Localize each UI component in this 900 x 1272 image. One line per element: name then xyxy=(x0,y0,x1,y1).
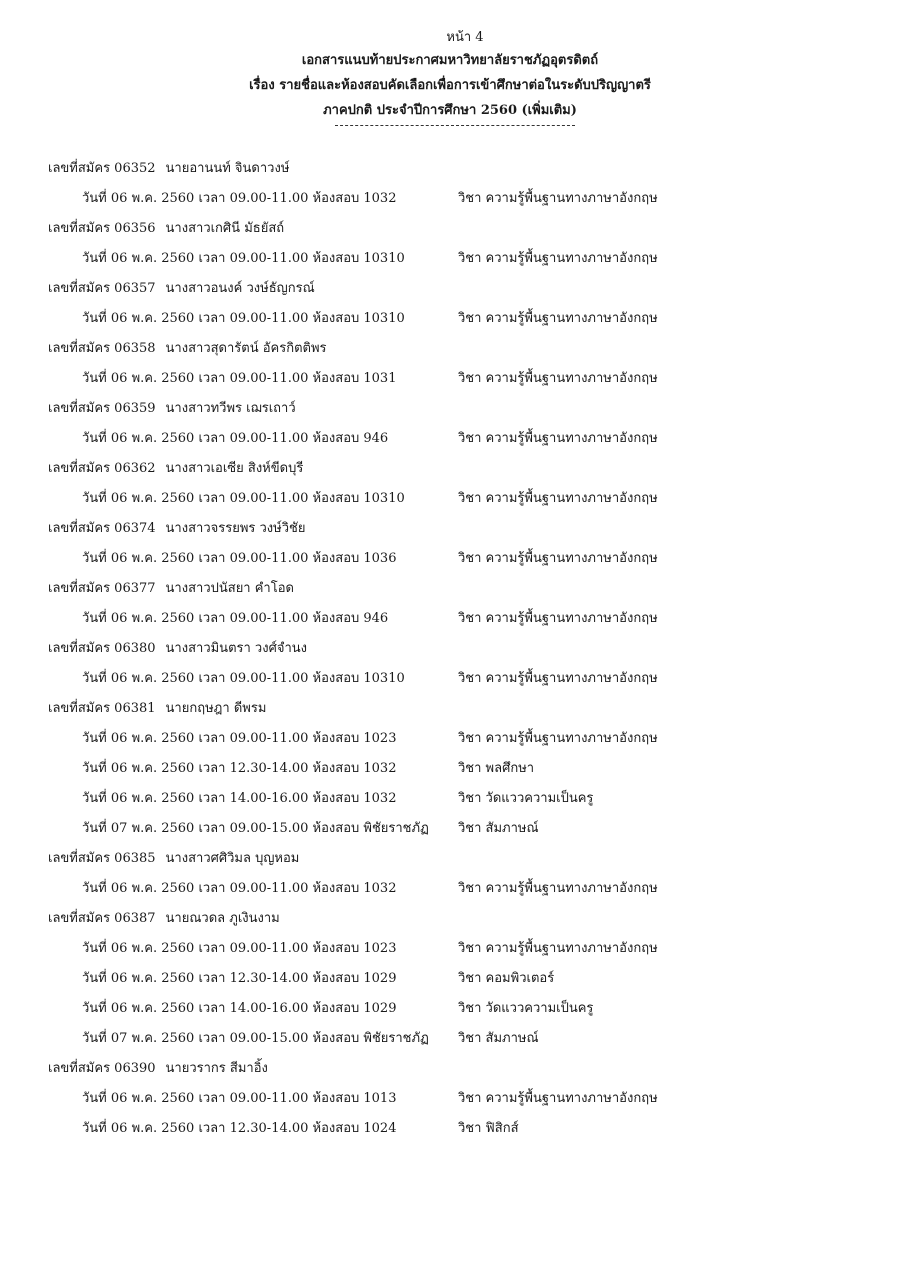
exam-subject: วิชา ความรู้พื้นฐานทางภาษาอังกฤษ xyxy=(458,671,658,686)
applicant-id: เลขที่สมัคร 06381 xyxy=(48,701,156,716)
exam-schedule: วันที่ 06 พ.ค. 2560 เวลา 12.30-14.00 ห้องสอบ 1029 xyxy=(82,971,397,986)
exam-schedule: วันที่ 06 พ.ค. 2560 เวลา 09.00-11.00 ห้องสอบ 10310 xyxy=(82,251,405,266)
exam-subject: วิชา ความรู้พื้นฐานทางภาษาอังกฤษ xyxy=(458,881,658,896)
exam-schedule: วันที่ 06 พ.ค. 2560 เวลา 12.30-14.00 ห้องสอบ 1024 xyxy=(82,1121,397,1136)
exam-schedule: วันที่ 06 พ.ค. 2560 เวลา 09.00-11.00 ห้องสอบ 1031 xyxy=(82,371,397,386)
applicant-id: เลขที่สมัคร 06352 xyxy=(48,161,156,176)
applicant-name: นางสาวอนงค์ วงษ์ธัญกรณ์ xyxy=(165,281,315,296)
exam-schedule: วันที่ 06 พ.ค. 2560 เวลา 09.00-11.00 ห้องสอบ 10310 xyxy=(82,671,405,686)
exam-subject: วิชา ความรู้พื้นฐานทางภาษาอังกฤษ xyxy=(458,191,658,206)
applicant-header xyxy=(48,574,868,604)
applicant-name: นายณวดล ภูเงินงาม xyxy=(165,911,280,926)
exam-row xyxy=(48,754,868,784)
header-divider xyxy=(335,125,575,126)
exam-schedule: วันที่ 06 พ.ค. 2560 เวลา 09.00-11.00 ห้องสอบ 1023 xyxy=(82,941,397,956)
exam-row xyxy=(48,604,868,634)
applicant-name: นางสาวเอเซีย สิงห์ขีดบุรี xyxy=(165,461,304,476)
applicant-header xyxy=(48,634,868,664)
exam-row xyxy=(48,724,868,754)
applicant-id: เลขที่สมัคร 06362 xyxy=(48,461,156,476)
applicant-id: เลขที่สมัคร 06358 xyxy=(48,341,156,356)
applicant-header xyxy=(48,514,868,544)
exam-schedule: วันที่ 06 พ.ค. 2560 เวลา 12.30-14.00 ห้องสอบ 1032 xyxy=(82,761,397,776)
exam-row xyxy=(48,994,868,1024)
exam-row xyxy=(48,244,868,274)
exam-row xyxy=(48,814,868,844)
applicant-header xyxy=(48,214,868,244)
exam-subject: วิชา ความรู้พื้นฐานทางภาษาอังกฤษ xyxy=(458,431,658,446)
applicant-header xyxy=(48,454,868,484)
header-line-3: ภาคปกติ ประจำปีการศึกษา 2560 (เพิ่มเติม) xyxy=(323,103,577,118)
applicant-name: นางสาวเกศินี มัธยัสถ์ xyxy=(165,221,285,236)
applicant-id: เลขที่สมัคร 06390 xyxy=(48,1061,156,1076)
applicant-name: นายอานนท์ จินดาวงษ์ xyxy=(165,161,290,176)
applicant-id: เลขที่สมัคร 06387 xyxy=(48,911,156,926)
applicant-name: นางสาวศศิวิมล บุญหอม xyxy=(165,851,300,866)
exam-schedule: วันที่ 06 พ.ค. 2560 เวลา 09.00-11.00 ห้องสอบ 10310 xyxy=(82,491,405,506)
exam-row xyxy=(48,664,868,694)
exam-subject: วิชา ความรู้พื้นฐานทางภาษาอังกฤษ xyxy=(458,611,658,626)
applicant-name: นางสาวปนัสยา คำโอด xyxy=(165,581,294,596)
exam-row xyxy=(48,424,868,454)
exam-row xyxy=(48,184,868,214)
exam-schedule: วันที่ 06 พ.ค. 2560 เวลา 09.00-11.00 ห้องสอบ 946 xyxy=(82,431,389,446)
exam-subject: วิชา ความรู้พื้นฐานทางภาษาอังกฤษ xyxy=(458,491,658,506)
exam-row xyxy=(48,964,868,994)
exam-schedule: วันที่ 06 พ.ค. 2560 เวลา 09.00-11.00 ห้องสอบ 1023 xyxy=(82,731,397,746)
applicant-id: เลขที่สมัคร 06359 xyxy=(48,401,156,416)
exam-schedule: วันที่ 06 พ.ค. 2560 เวลา 14.00-16.00 ห้องสอบ 1032 xyxy=(82,791,397,806)
exam-schedule: วันที่ 06 พ.ค. 2560 เวลา 09.00-11.00 ห้องสอบ 1036 xyxy=(82,551,397,566)
exam-row xyxy=(48,304,868,334)
exam-row xyxy=(48,1084,868,1114)
exam-row xyxy=(48,1024,868,1054)
exam-subject: วิชา ความรู้พื้นฐานทางภาษาอังกฤษ xyxy=(458,1091,658,1106)
applicant-name: นางสาวมินตรา วงศ์จำนง xyxy=(165,641,307,656)
page-number: หน้า 4 xyxy=(446,30,484,45)
exam-subject: วิชา ความรู้พื้นฐานทางภาษาอังกฤษ xyxy=(458,551,658,566)
applicant-id: เลขที่สมัคร 06380 xyxy=(48,641,156,656)
applicant-header xyxy=(48,274,868,304)
exam-row xyxy=(48,544,868,574)
exam-row xyxy=(48,364,868,394)
exam-schedule: วันที่ 06 พ.ค. 2560 เวลา 14.00-16.00 ห้องสอบ 1029 xyxy=(82,1001,397,1016)
applicant-id: เลขที่สมัคร 06385 xyxy=(48,851,156,866)
exam-subject: วิชา ความรู้พื้นฐานทางภาษาอังกฤษ xyxy=(458,371,658,386)
exam-row xyxy=(48,484,868,514)
exam-subject: วิชา คอมพิวเตอร์ xyxy=(458,971,555,986)
applicant-name: นางสาวสุดารัตน์ อัครกิตติพร xyxy=(165,341,327,356)
applicant-name: นางสาวจรรยพร วงษ์วิชัย xyxy=(165,521,306,536)
applicant-header xyxy=(48,904,868,934)
header-line-2: เรื่อง รายชื่อและห้องสอบคัดเลือกเพื่อการเข้าศึกษาต่อในระดับปริญญาตรี xyxy=(249,78,651,93)
exam-subject: วิชา สัมภาษณ์ xyxy=(458,1031,539,1046)
applicant-header xyxy=(48,394,868,424)
applicant-header xyxy=(48,154,868,184)
applicant-name: นายกฤษฎา ดีพรม xyxy=(165,701,267,716)
exam-subject: วิชา ความรู้พื้นฐานทางภาษาอังกฤษ xyxy=(458,941,658,956)
document-header xyxy=(0,28,900,126)
applicant-header xyxy=(48,844,868,874)
applicant-name: นายวรากร สีมาอิ้ง xyxy=(165,1061,268,1076)
applicant-name: นางสาวทวีพร เฌรเถาว์ xyxy=(165,401,296,416)
exam-schedule: วันที่ 06 พ.ค. 2560 เวลา 09.00-11.00 ห้องสอบ 946 xyxy=(82,611,389,626)
applicant-header xyxy=(48,694,868,724)
header-line-1: เอกสารแนบท้ายประกาศมหาวิทยาลัยราชภัฏอุตรดิตถ์ xyxy=(301,53,599,68)
exam-row xyxy=(48,874,868,904)
exam-subject: วิชา วัดแววความเป็นครู xyxy=(458,1001,594,1016)
exam-subject: วิชา ฟิสิกส์ xyxy=(458,1121,519,1136)
exam-row xyxy=(48,784,868,814)
exam-schedule: วันที่ 07 พ.ค. 2560 เวลา 09.00-15.00 ห้องสอบ พิชัยราชภัฏ xyxy=(82,1031,429,1046)
exam-row xyxy=(48,1114,868,1144)
exam-schedule: วันที่ 06 พ.ค. 2560 เวลา 09.00-11.00 ห้องสอบ 1032 xyxy=(82,191,397,206)
exam-schedule: วันที่ 06 พ.ค. 2560 เวลา 09.00-11.00 ห้องสอบ 1032 xyxy=(82,881,397,896)
applicant-header xyxy=(48,334,868,364)
exam-subject: วิชา ความรู้พื้นฐานทางภาษาอังกฤษ xyxy=(458,251,658,266)
applicant-id: เลขที่สมัคร 06357 xyxy=(48,281,156,296)
exam-subject: วิชา วัดแววความเป็นครู xyxy=(458,791,594,806)
exam-subject: วิชา ความรู้พื้นฐานทางภาษาอังกฤษ xyxy=(458,311,658,326)
exam-subject: วิชา สัมภาษณ์ xyxy=(458,821,539,836)
exam-row xyxy=(48,934,868,964)
exam-schedule: วันที่ 06 พ.ค. 2560 เวลา 09.00-11.00 ห้องสอบ 1013 xyxy=(82,1091,397,1106)
applicant-id: เลขที่สมัคร 06356 xyxy=(48,221,156,236)
applicant-id: เลขที่สมัคร 06374 xyxy=(48,521,156,536)
applicant-listing xyxy=(48,154,868,1144)
exam-subject: วิชา พลศึกษา xyxy=(458,761,535,776)
applicant-header xyxy=(48,1054,868,1084)
exam-subject: วิชา ความรู้พื้นฐานทางภาษาอังกฤษ xyxy=(458,731,658,746)
exam-schedule: วันที่ 06 พ.ค. 2560 เวลา 09.00-11.00 ห้องสอบ 10310 xyxy=(82,311,405,326)
exam-schedule: วันที่ 07 พ.ค. 2560 เวลา 09.00-15.00 ห้องสอบ พิชัยราชภัฏ xyxy=(82,821,429,836)
applicant-id: เลขที่สมัคร 06377 xyxy=(48,581,156,596)
